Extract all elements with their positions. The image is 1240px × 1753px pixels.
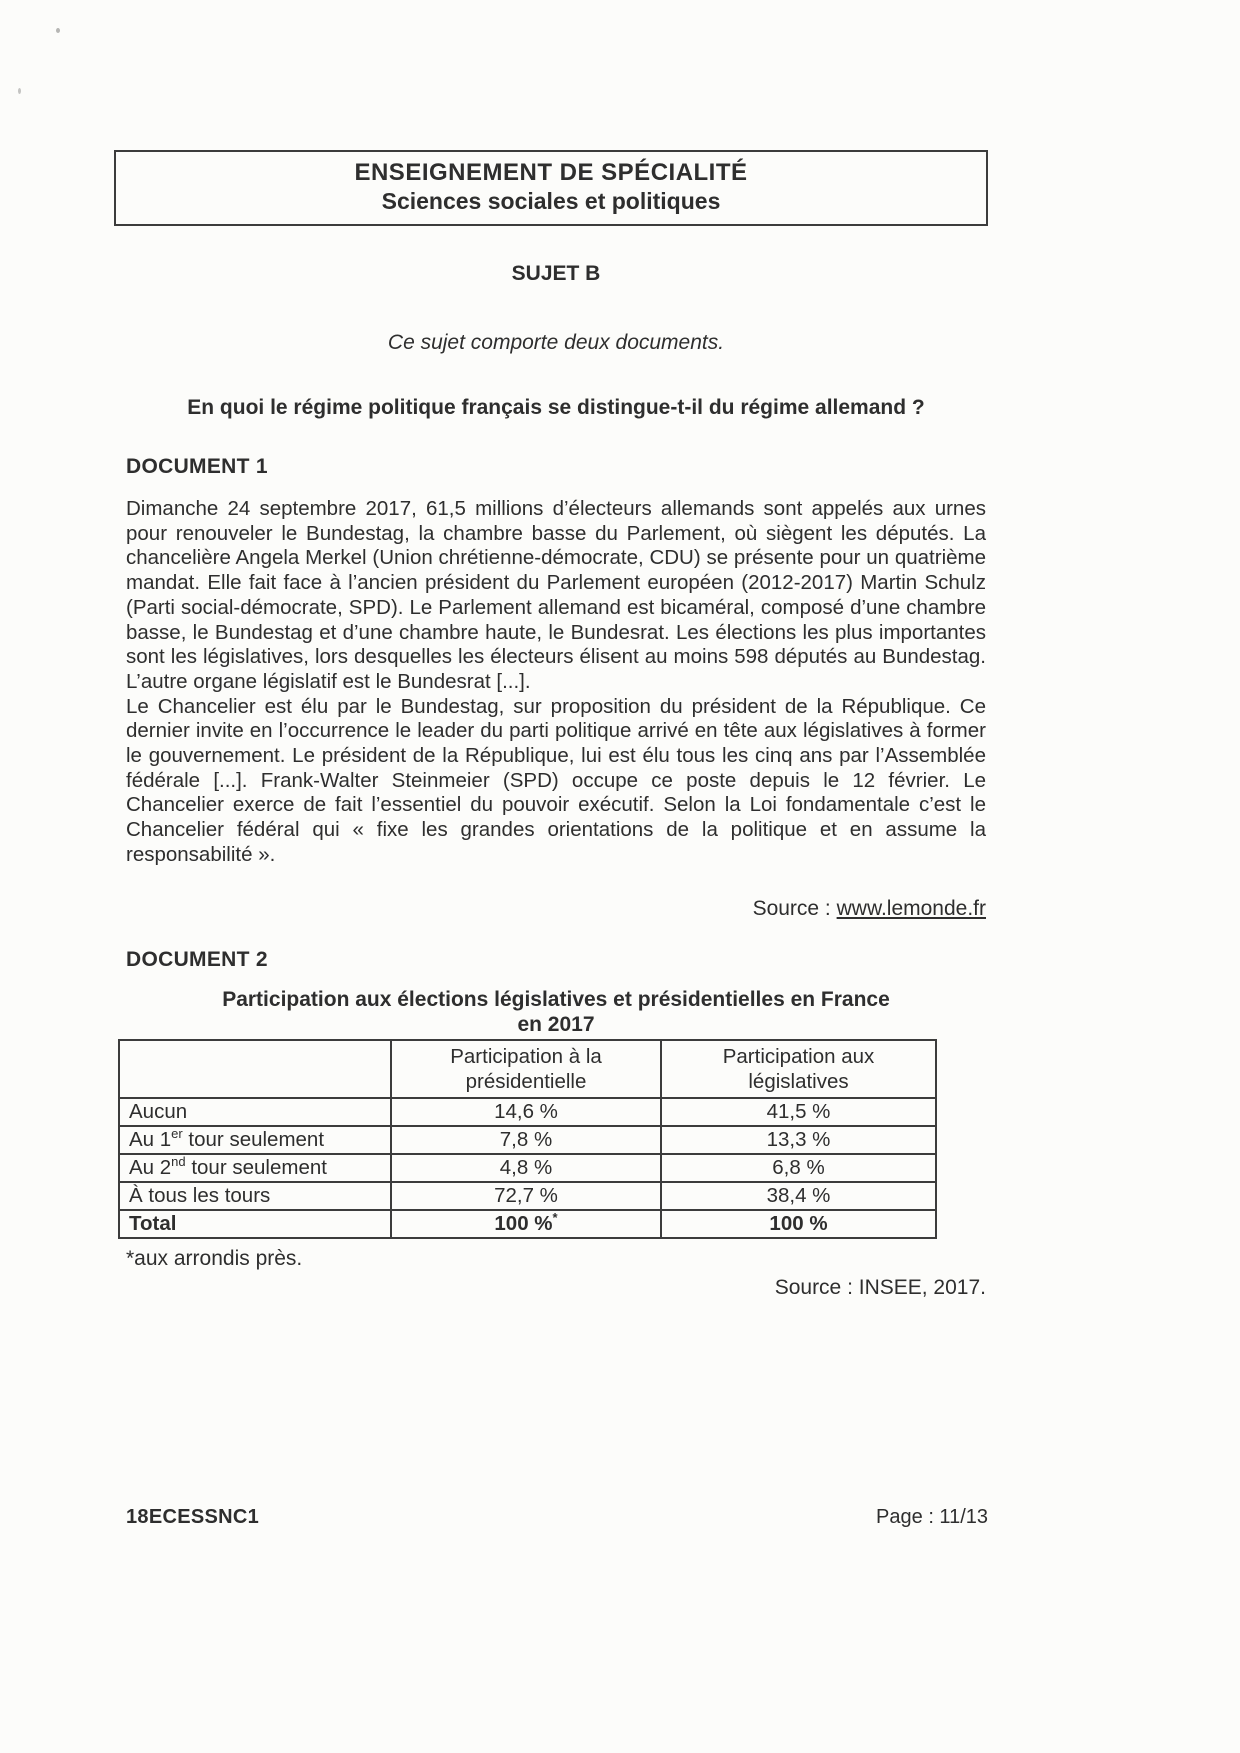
participation-table-wrap: [118, 1039, 937, 1239]
subject-question: En quoi le régime politique français se distingue-t-il du régime allemand ?: [187, 396, 925, 419]
exam-reference-code: 18ECESSNC1: [126, 1506, 260, 1528]
table-row-second-tour: [119, 1154, 936, 1182]
row-label: Total: [119, 1210, 391, 1238]
row-label: Aucun: [119, 1098, 391, 1126]
subject-title: SUJET B: [511, 262, 601, 285]
document2-source: Source : INSEE, 2017.: [774, 1276, 986, 1299]
exam-subtitle: Sciences sociales et politiques: [381, 188, 721, 214]
source-link: www.lemonde.fr: [836, 897, 986, 920]
document1-source: [126, 897, 986, 921]
cell-presidentielle: 72,7 %: [391, 1182, 661, 1210]
source-label: Source :: [752, 897, 837, 920]
scan-artifact-dot: [18, 88, 21, 94]
page-number: Page : 11/13: [876, 1506, 988, 1528]
table-row-total: [119, 1210, 936, 1238]
cell-presidentielle: 7,8 %: [391, 1126, 661, 1154]
table-title-line2: en 2017: [517, 1013, 595, 1036]
corner-cell: [119, 1040, 391, 1098]
row-label: Au 2nd tour seulement: [119, 1154, 391, 1182]
participation-table: [118, 1039, 937, 1239]
exam-title: ENSEIGNEMENT DE SPÉCIALITÉ: [354, 159, 748, 186]
subject-note: Ce sujet comporte deux documents.: [387, 331, 725, 354]
table-header-row: [119, 1040, 936, 1098]
cell-presidentielle: 100 %*: [391, 1210, 661, 1238]
exam-header-box: [114, 150, 988, 226]
document1-paragraph-1: Dimanche 24 septembre 2017, 61,5 millions d’électeurs allemands sont appelés aux urnes pour renouveler le Bundestag, la chambre basse du Parlement, où siègent les députés. La chancelière Angela Merkel (Union chrétienne-démocrate, CDU) se présente pour un quatrième mandat. Elle fait face à l’ancien président du Parlement européen (2012-2017) Martin Schulz (Parti social-démocrate, SPD). Le Parlement allemand est bicaméral, composé d’une chambre basse, le Bundestag et d’une chambre haute, le Bundesrat. Les élections les plus importantes sont les législatives, lors desquelles les électeurs élisent au moins 598 députés au Bundestag. L’autre organe législatif est le Bundesrat [...].: [126, 497, 986, 693]
table-footnote: *aux arrondis près.: [126, 1247, 303, 1270]
scan-artifact-dot: [56, 28, 60, 33]
cell-legislatives: 6,8 %: [661, 1154, 936, 1182]
table-row-tous-les-tours: [119, 1182, 936, 1210]
col-header-presidentielle: Participation à la présidentielle: [391, 1040, 661, 1098]
cell-legislatives: 38,4 %: [661, 1182, 936, 1210]
cell-presidentielle: 14,6 %: [391, 1098, 661, 1126]
table-title: [126, 987, 986, 1037]
row-label: Au 1er tour seulement: [119, 1126, 391, 1154]
document1-body: [126, 497, 986, 868]
cell-presidentielle: 4,8 %: [391, 1154, 661, 1182]
col-header-legislatives: Participation aux législatives: [661, 1040, 936, 1098]
document1-paragraph-2: Le Chancelier est élu par le Bundestag, sur proposition du président de la République. Ce dernier invite en l’occurrence le leader du parti politique arrivé en tête aux législatives à former le gouvernement. Le président de la République, lui est élu tous les cinq ans par l’Assemblée fédérale [...]. Frank-Walter Steinmeier (SPD) occupe ce poste depuis le 12 février. Le Chancelier exerce de fait l’essentiel du pouvoir exécutif. Selon la Loi fondamentale c’est le Chancelier fédéral qui « fixe les grandes orientations de la politique et en assume la responsabilité ».: [126, 694, 986, 866]
document1-label: DOCUMENT 1: [126, 455, 268, 478]
cell-legislatives: 41,5 %: [661, 1098, 936, 1126]
table-row-aucun: [119, 1098, 936, 1126]
table-title-line1: Participation aux élections législatives et présidentielles en France: [222, 988, 890, 1011]
cell-legislatives: 100 %: [661, 1210, 936, 1238]
row-label: À tous les tours: [119, 1182, 391, 1210]
cell-legislatives: 13,3 %: [661, 1126, 936, 1154]
document2-label: DOCUMENT 2: [126, 948, 268, 971]
table-row-premier-tour: [119, 1126, 936, 1154]
